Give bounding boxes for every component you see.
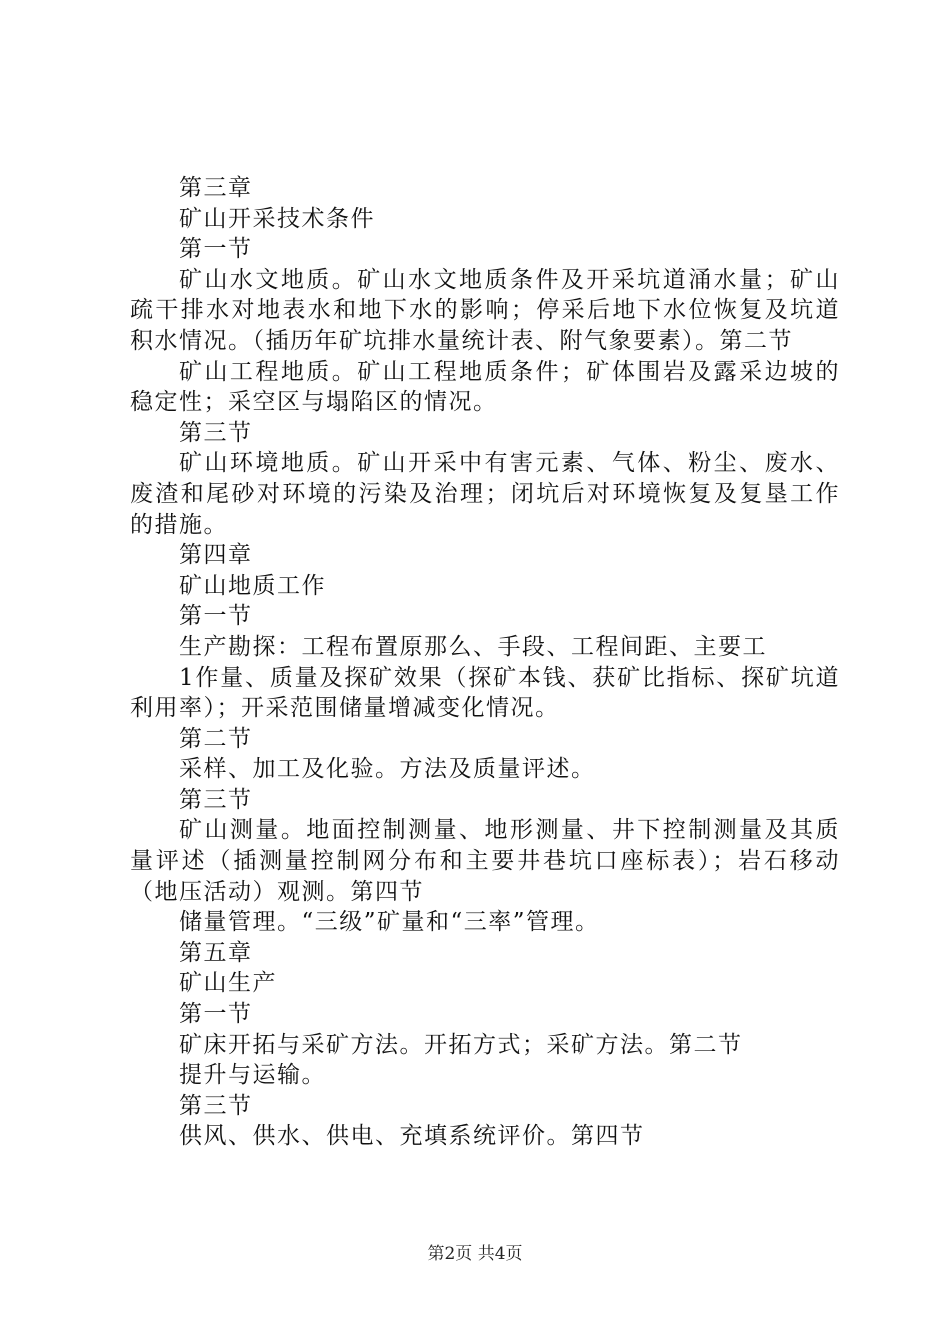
body-paragraph: 供风、供水、供电、充填系统评价。第四节 — [179, 1123, 645, 1150]
chapter-heading: 第三章 — [179, 175, 253, 201]
body-paragraph: 提升与运输。 — [179, 1062, 326, 1089]
chapter-title: 矿山地质工作 — [179, 572, 326, 599]
section-heading: 第一节 — [179, 236, 253, 263]
chapter-heading: 第四章 — [179, 542, 253, 569]
body-paragraph: 采样、加工及化验。方法及质量评述。 — [179, 756, 596, 783]
section-heading: 第一节 — [179, 1001, 253, 1028]
chapter-title: 矿山开采技术条件 — [179, 205, 375, 232]
chapter-heading: 第五章 — [179, 939, 253, 966]
section-heading: 第三节 — [179, 1092, 253, 1119]
section-heading: 第二节 — [179, 725, 253, 752]
chapter-title: 矿山生产 — [179, 970, 277, 997]
body-paragraph: 矿床开拓与采矿方法。开拓方式；采矿方法。第二节 — [179, 1031, 743, 1058]
page-number-footer: 第2页 共4页 — [427, 1244, 523, 1264]
section-heading: 第三节 — [179, 419, 253, 446]
document-body — [130, 173, 840, 1152]
body-paragraph: 1作量、质量及探矿效果（探矿本钱、获矿比指标、探矿坑道利用率）；开采范围储量增减变化情况。 — [130, 664, 840, 722]
body-paragraph: 矿山水文地质。矿山水文地质条件及开采坑道涌水量；矿山疏干排水对地表水和地下水的影响；停采后地下水位恢复及坑道积水情况。（插历年矿坑排水量统计表、附气象要素）。第二节 — [130, 266, 840, 354]
body-paragraph: 矿山环境地质。矿山开采中有害元素、气体、粉尘、废水、废渣和尾砂对环境的污染及治理；闭坑后对环境恢复及复垦工作的措施。 — [130, 450, 840, 538]
body-paragraph: 储量管理。“三级”矿量和“三率”管理。 — [179, 909, 600, 936]
body-paragraph: 矿山测量。地面控制测量、地形测量、井下控制测量及其质量评述（插测量控制网分布和主要井巷坑口座标表）；岩石移动（地压活动）观测。第四节 — [130, 817, 840, 905]
body-paragraph: 矿山工程地质。矿山工程地质条件；矿体围岩及露采边坡的稳定性；采空区与塌陷区的情况。 — [130, 358, 840, 416]
section-heading: 第三节 — [179, 786, 253, 813]
body-paragraph: 生产勘探：工程布置原那么、手段、工程间距、主要工 — [179, 633, 767, 660]
section-heading: 第一节 — [179, 603, 253, 630]
